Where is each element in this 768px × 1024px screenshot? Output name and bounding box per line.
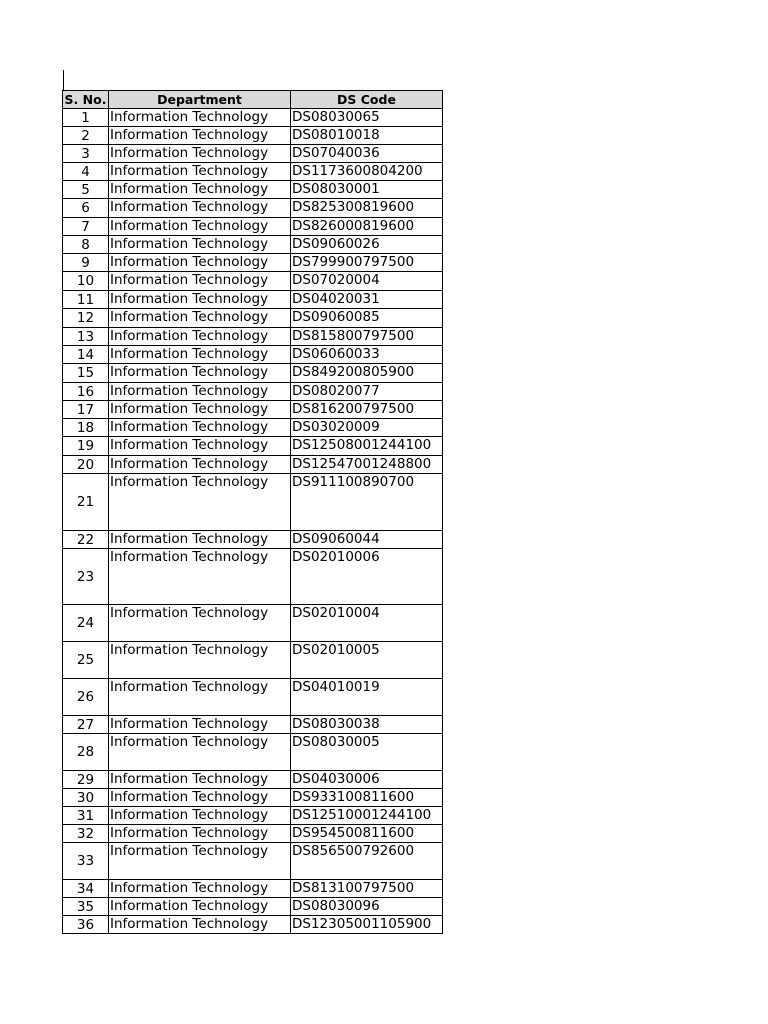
cell-sno: 26 bbox=[63, 679, 109, 716]
cell-sno: 24 bbox=[63, 605, 109, 642]
cell-ds-code: DS06060033 bbox=[291, 346, 443, 364]
cell-ds-code: DS849200805900 bbox=[291, 364, 443, 383]
cell-sno: 2 bbox=[63, 127, 109, 145]
cell-sno: 6 bbox=[63, 199, 109, 218]
cell-department: Information Technology bbox=[109, 789, 291, 807]
cell-sno: 27 bbox=[63, 716, 109, 734]
cell-sno: 18 bbox=[63, 419, 109, 437]
cell-ds-code: DS1173600804200 bbox=[291, 163, 443, 181]
cell-ds-code: DS12508001244100 bbox=[291, 437, 443, 456]
cell-department: Information Technology bbox=[109, 199, 291, 218]
cell-ds-code: DS08030096 bbox=[291, 898, 443, 916]
cell-sno: 16 bbox=[63, 383, 109, 401]
table-row bbox=[63, 880, 443, 898]
table-row bbox=[63, 254, 443, 272]
cell-sno: 10 bbox=[63, 272, 109, 291]
cell-department: Information Technology bbox=[109, 181, 291, 199]
table-row bbox=[63, 771, 443, 789]
cell-ds-code: DS07040036 bbox=[291, 145, 443, 163]
cell-department: Information Technology bbox=[109, 328, 291, 346]
table-row bbox=[63, 127, 443, 145]
cell-department: Information Technology bbox=[109, 734, 291, 771]
cell-sno: 7 bbox=[63, 218, 109, 236]
cell-ds-code: DS12305001105900 bbox=[291, 916, 443, 934]
cell-department: Information Technology bbox=[109, 679, 291, 716]
table-row bbox=[63, 218, 443, 236]
table-row bbox=[63, 328, 443, 346]
cell-ds-code: DS02010004 bbox=[291, 605, 443, 642]
cell-department: Information Technology bbox=[109, 843, 291, 880]
cell-sno: 3 bbox=[63, 145, 109, 163]
cell-department: Information Technology bbox=[109, 880, 291, 898]
cell-department: Information Technology bbox=[109, 109, 291, 127]
table-row bbox=[63, 199, 443, 218]
cell-department: Information Technology bbox=[109, 272, 291, 291]
cell-ds-code: DS02010005 bbox=[291, 642, 443, 679]
table-row bbox=[63, 272, 443, 291]
cell-department: Information Technology bbox=[109, 771, 291, 789]
table-row bbox=[63, 789, 443, 807]
cell-sno: 36 bbox=[63, 916, 109, 934]
cell-department: Information Technology bbox=[109, 642, 291, 679]
cell-department: Information Technology bbox=[109, 531, 291, 549]
cell-department: Information Technology bbox=[109, 419, 291, 437]
cell-department: Information Technology bbox=[109, 145, 291, 163]
cell-department: Information Technology bbox=[109, 716, 291, 734]
table-row bbox=[63, 163, 443, 181]
cell-department: Information Technology bbox=[109, 456, 291, 474]
table-row bbox=[63, 474, 443, 531]
table-row bbox=[63, 716, 443, 734]
table-row bbox=[63, 383, 443, 401]
cell-ds-code: DS12510001244100 bbox=[291, 807, 443, 825]
cell-department: Information Technology bbox=[109, 163, 291, 181]
table-row bbox=[63, 419, 443, 437]
cell-ds-code: DS856500792600 bbox=[291, 843, 443, 880]
cell-department: Information Technology bbox=[109, 825, 291, 843]
cell-ds-code: DS826000819600 bbox=[291, 218, 443, 236]
table-row bbox=[63, 309, 443, 328]
header-sno: S. No. bbox=[63, 91, 109, 109]
cell-ds-code: DS815800797500 bbox=[291, 328, 443, 346]
cell-sno: 11 bbox=[63, 291, 109, 309]
cell-department: Information Technology bbox=[109, 309, 291, 328]
cell-ds-code: DS954500811600 bbox=[291, 825, 443, 843]
table-row bbox=[63, 531, 443, 549]
cell-sno: 31 bbox=[63, 807, 109, 825]
table-row bbox=[63, 916, 443, 934]
cell-sno: 25 bbox=[63, 642, 109, 679]
cell-department: Information Technology bbox=[109, 474, 291, 531]
table-row bbox=[63, 437, 443, 456]
table-row bbox=[63, 898, 443, 916]
cell-sno: 33 bbox=[63, 843, 109, 880]
cell-sno: 29 bbox=[63, 771, 109, 789]
cell-department: Information Technology bbox=[109, 605, 291, 642]
department-table bbox=[62, 90, 443, 934]
cell-ds-code: DS03020009 bbox=[291, 419, 443, 437]
header-row bbox=[63, 91, 443, 109]
cell-sno: 34 bbox=[63, 880, 109, 898]
cell-sno: 23 bbox=[63, 549, 109, 605]
cell-department: Information Technology bbox=[109, 383, 291, 401]
cell-ds-code: DS08010018 bbox=[291, 127, 443, 145]
cell-ds-code: DS08020077 bbox=[291, 383, 443, 401]
table-row bbox=[63, 807, 443, 825]
text-cursor bbox=[63, 70, 64, 90]
cell-sno: 22 bbox=[63, 531, 109, 549]
header-department: Department bbox=[109, 91, 291, 109]
cell-ds-code: DS825300819600 bbox=[291, 199, 443, 218]
cell-department: Information Technology bbox=[109, 218, 291, 236]
cell-sno: 20 bbox=[63, 456, 109, 474]
cell-sno: 21 bbox=[63, 474, 109, 531]
table-row bbox=[63, 679, 443, 716]
cell-sno: 32 bbox=[63, 825, 109, 843]
cell-department: Information Technology bbox=[109, 401, 291, 419]
cell-sno: 8 bbox=[63, 236, 109, 254]
cell-department: Information Technology bbox=[109, 364, 291, 383]
table-row bbox=[63, 734, 443, 771]
cell-sno: 5 bbox=[63, 181, 109, 199]
cell-sno: 30 bbox=[63, 789, 109, 807]
cell-sno: 19 bbox=[63, 437, 109, 456]
cell-department: Information Technology bbox=[109, 898, 291, 916]
table-row bbox=[63, 346, 443, 364]
cell-ds-code: DS04030006 bbox=[291, 771, 443, 789]
cell-ds-code: DS09060044 bbox=[291, 531, 443, 549]
cell-department: Information Technology bbox=[109, 549, 291, 605]
cell-ds-code: DS09060085 bbox=[291, 309, 443, 328]
table-row bbox=[63, 109, 443, 127]
table-row bbox=[63, 456, 443, 474]
cell-department: Information Technology bbox=[109, 807, 291, 825]
cell-sno: 17 bbox=[63, 401, 109, 419]
cell-ds-code: DS933100811600 bbox=[291, 789, 443, 807]
cell-sno: 14 bbox=[63, 346, 109, 364]
cell-sno: 4 bbox=[63, 163, 109, 181]
cell-ds-code: DS08030038 bbox=[291, 716, 443, 734]
cell-department: Information Technology bbox=[109, 437, 291, 456]
cell-ds-code: DS04020031 bbox=[291, 291, 443, 309]
table-row bbox=[63, 825, 443, 843]
cell-department: Information Technology bbox=[109, 236, 291, 254]
table-row bbox=[63, 181, 443, 199]
cell-department: Information Technology bbox=[109, 254, 291, 272]
cell-sno: 1 bbox=[63, 109, 109, 127]
table-body bbox=[63, 109, 443, 934]
table-row bbox=[63, 843, 443, 880]
cell-ds-code: DS799900797500 bbox=[291, 254, 443, 272]
cell-department: Information Technology bbox=[109, 291, 291, 309]
cell-ds-code: DS08030065 bbox=[291, 109, 443, 127]
cell-ds-code: DS04010019 bbox=[291, 679, 443, 716]
cell-ds-code: DS08030001 bbox=[291, 181, 443, 199]
cell-ds-code: DS816200797500 bbox=[291, 401, 443, 419]
cell-sno: 12 bbox=[63, 309, 109, 328]
cell-department: Information Technology bbox=[109, 346, 291, 364]
table-row bbox=[63, 364, 443, 383]
table-row bbox=[63, 605, 443, 642]
cell-department: Information Technology bbox=[109, 127, 291, 145]
cell-ds-code: DS09060026 bbox=[291, 236, 443, 254]
table-row bbox=[63, 549, 443, 605]
cell-sno: 13 bbox=[63, 328, 109, 346]
cell-sno: 15 bbox=[63, 364, 109, 383]
cell-ds-code: DS911100890700 bbox=[291, 474, 443, 531]
table-row bbox=[63, 145, 443, 163]
table-row bbox=[63, 401, 443, 419]
table-row bbox=[63, 642, 443, 679]
header-ds-code: DS Code bbox=[291, 91, 443, 109]
cell-ds-code: DS813100797500 bbox=[291, 880, 443, 898]
cell-ds-code: DS08030005 bbox=[291, 734, 443, 771]
table-row bbox=[63, 236, 443, 254]
cell-ds-code: DS12547001248800 bbox=[291, 456, 443, 474]
cell-sno: 28 bbox=[63, 734, 109, 771]
cell-department: Information Technology bbox=[109, 916, 291, 934]
table-row bbox=[63, 291, 443, 309]
cell-sno: 9 bbox=[63, 254, 109, 272]
cell-ds-code: DS02010006 bbox=[291, 549, 443, 605]
cell-ds-code: DS07020004 bbox=[291, 272, 443, 291]
cell-sno: 35 bbox=[63, 898, 109, 916]
